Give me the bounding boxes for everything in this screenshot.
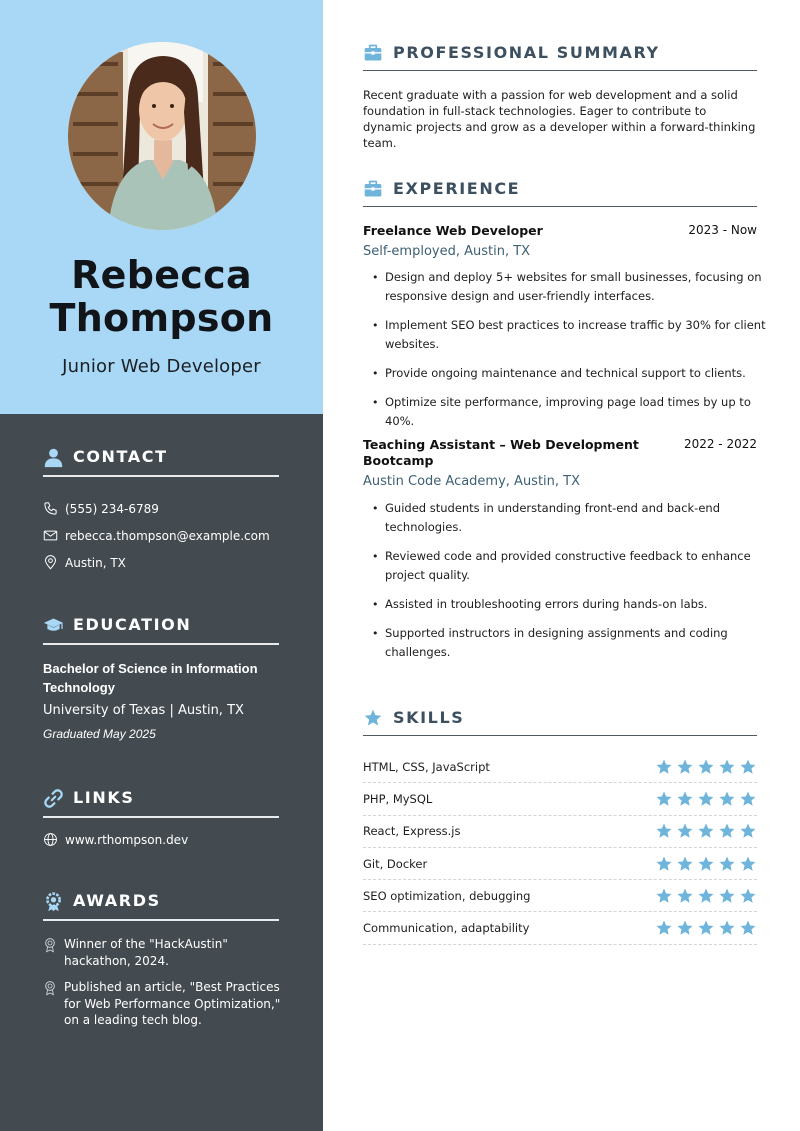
star-icon [739,790,757,808]
skill-row [363,848,757,880]
star-icon [718,855,736,873]
award-text: Published an article, "Best Practices for Web Performance Optimization," on a leading tech blog. [64,980,281,1027]
candidate-name [0,254,323,340]
briefcase-icon [363,179,383,199]
link-icon [43,788,64,809]
contact-location [43,555,126,570]
experience-heading [363,179,757,207]
skill-name: Git, Docker [363,856,428,871]
skill-rating [655,822,757,840]
star-icon [655,790,673,808]
star-icon [739,855,757,873]
graduation-cap-icon [43,615,64,636]
briefcase-icon [363,43,383,63]
skill-name: Communication, adaptability [363,921,530,936]
phone-icon [43,501,58,516]
job-bullets [363,499,767,672]
job-bullet: • Optimize site performance, improving page load times by up to 40%. [363,393,767,431]
contact-heading [43,447,279,477]
awards-title: AWARDS [73,891,161,910]
star-icon [697,919,715,937]
job-role: Junior Web Developer [62,356,261,377]
star-icon [718,758,736,776]
star-icon [697,887,715,905]
star-icon [676,790,694,808]
star-icon [718,790,736,808]
job-date: 2022 - 2022 [683,437,757,451]
skill-rating [655,887,757,905]
school: University of Texas | Austin, TX [43,703,244,718]
summary-text: Recent graduate with a passion for web development and a solid foundation in full-stack technologies. Eager to contribute to dynamic projects and grow as a developer within a forward-thinking team. [363,88,756,150]
skills-list [363,751,757,945]
skill-row [363,816,757,848]
star-icon [739,822,757,840]
website-link[interactable] [43,832,188,847]
degree: Bachelor of Science in Information Technology [43,661,258,695]
star-icon [655,919,673,937]
education-heading [43,615,279,645]
links-title: LINKS [73,788,135,807]
links-heading [43,788,279,818]
award-icon [43,891,64,912]
award-item [43,936,283,969]
star-icon [676,822,694,840]
skill-row [363,880,757,912]
skill-row [363,912,757,944]
profile-header [0,0,323,414]
job-bullet: • Reviewed code and provided constructive feedback to enhance project quality. [363,547,767,585]
skill-row [363,783,757,815]
experience-title: EXPERIENCE [393,179,521,198]
job-title: Teaching Assistant – Web Development Bootcamp [363,437,639,468]
user-icon [43,447,64,468]
education-title: EDUCATION [73,615,192,634]
skill-name: PHP, MySQL [363,791,433,806]
star-icon [655,758,673,776]
envelope-icon [43,528,58,543]
location-text: Austin, TX [65,555,126,570]
star-icon [697,855,715,873]
star-icon [697,758,715,776]
job-bullet: • Implement SEO best practices to increase traffic by 30% for client websites. [363,316,767,354]
job-bullet: • Design and deploy 5+ websites for small businesses, focusing on responsive design and user-friendly interfaces. [363,268,767,306]
skill-rating [655,919,757,937]
star-icon [697,822,715,840]
email-text: rebecca.thompson@example.com [65,528,270,543]
job-date: 2023 - Now [688,223,757,237]
award-icon [43,936,57,969]
website-text: www.rthompson.dev [65,832,189,847]
star-icon [718,822,736,840]
star-icon [739,919,757,937]
star-icon [739,758,757,776]
name-last: Thompson [49,296,274,340]
awards-heading [43,891,279,921]
job-bullets [363,268,767,441]
job-bullet: • Guided students in understanding front-end and back-end technologies. [363,499,767,537]
globe-icon [43,832,58,847]
star-icon [718,887,736,905]
summary-heading [363,43,757,71]
job-bullet: • Assisted in troubleshooting errors during hands-on labs. [363,595,767,614]
star-icon [655,887,673,905]
sidebar [0,414,323,1131]
job-bullet: • Supported instructors in designing assignments and coding challenges. [363,624,767,662]
graduation-date: Graduated May 2025 [43,727,156,741]
phone-text: (555) 234-6789 [65,501,159,516]
job-company: Self-employed, Austin, TX [363,244,531,259]
star-icon [739,887,757,905]
star-icon [676,919,694,937]
star-icon [718,919,736,937]
skills-title: SKILLS [393,708,465,727]
summary-title: PROFESSIONAL SUMMARY [393,43,660,62]
contact-title: CONTACT [73,447,168,466]
contact-phone[interactable] [43,501,159,516]
star-icon [655,822,673,840]
job-company: Austin Code Academy, Austin, TX [363,474,581,489]
job-bullet: • Provide ongoing maintenance and technical support to clients. [363,364,767,383]
star-icon [676,855,694,873]
star-icon [676,758,694,776]
award-text: Winner of the "HackAustin" hackathon, 2024. [64,937,228,968]
award-icon [43,979,57,1029]
skill-rating [655,790,757,808]
star-icon [676,887,694,905]
job-title: Freelance Web Developer [363,223,543,238]
profile-photo [68,42,256,230]
skill-name: SEO optimization, debugging [363,888,531,903]
name-first: Rebecca [71,253,252,297]
skill-rating [655,758,757,776]
skills-heading [363,708,757,736]
skill-name: HTML, CSS, JavaScript [363,759,490,774]
skill-row [363,751,757,783]
star-icon [655,855,673,873]
skill-rating [655,855,757,873]
star-icon [363,708,383,728]
skill-name: React, Express.js [363,824,461,839]
star-icon [697,790,715,808]
map-pin-icon [43,555,58,570]
award-item [43,979,283,1029]
contact-email[interactable] [43,528,270,543]
